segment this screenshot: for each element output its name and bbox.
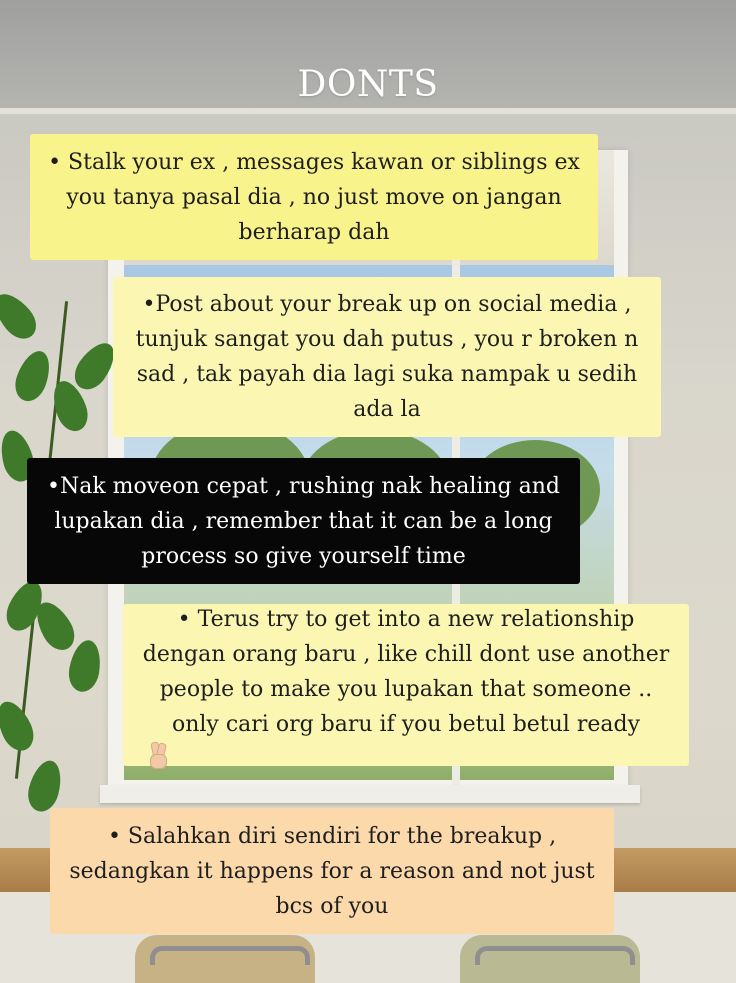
dont-card-2: [113, 277, 661, 437]
window-sill: [100, 785, 640, 803]
dont-card-5: [50, 808, 614, 934]
page-title: DONTS: [297, 64, 439, 105]
dont-card-text: • Stalk your ex , messages kawan or siblings ex you tanya pasal dia , no just move on jangan berharap dah: [48, 149, 580, 245]
dont-card-text: •Nak moveon cepat , rushing nak healing and lupakan dia , remember that it can be a long process so give yourself time: [46, 473, 560, 569]
plant-leaf: [66, 638, 105, 694]
plant-leaf: [10, 346, 56, 405]
dont-card-3: [27, 458, 580, 584]
plant-leaf: [24, 757, 66, 815]
plant-leaf: [0, 696, 40, 756]
dont-card-text: [143, 602, 670, 768]
dont-card-1: [30, 134, 598, 260]
plant-leaf: [0, 286, 43, 345]
chair-rail: [150, 946, 310, 965]
dont-card-text: •Post about your break up on social media , tunjuk sangat you dah putus , you r broken n sad , tak payah dia lagi suka nampak u sedih ada la: [135, 292, 639, 422]
dont-card-text: • Salahkan diri sendiri for the breakup , sedangkan it happens for a reason and not just bcs of you: [69, 823, 595, 919]
ceiling-edge: [0, 108, 736, 114]
dont-card-text-content: • Terus try to get into a new relationship dengan orang baru , like chill dont use another people to make you lupakan that someone .. only cari org baru if you betul betul ready: [142, 607, 670, 737]
chair-rail: [475, 946, 635, 965]
dont-card-4: [123, 604, 689, 766]
crossed-fingers-icon: [147, 742, 169, 768]
